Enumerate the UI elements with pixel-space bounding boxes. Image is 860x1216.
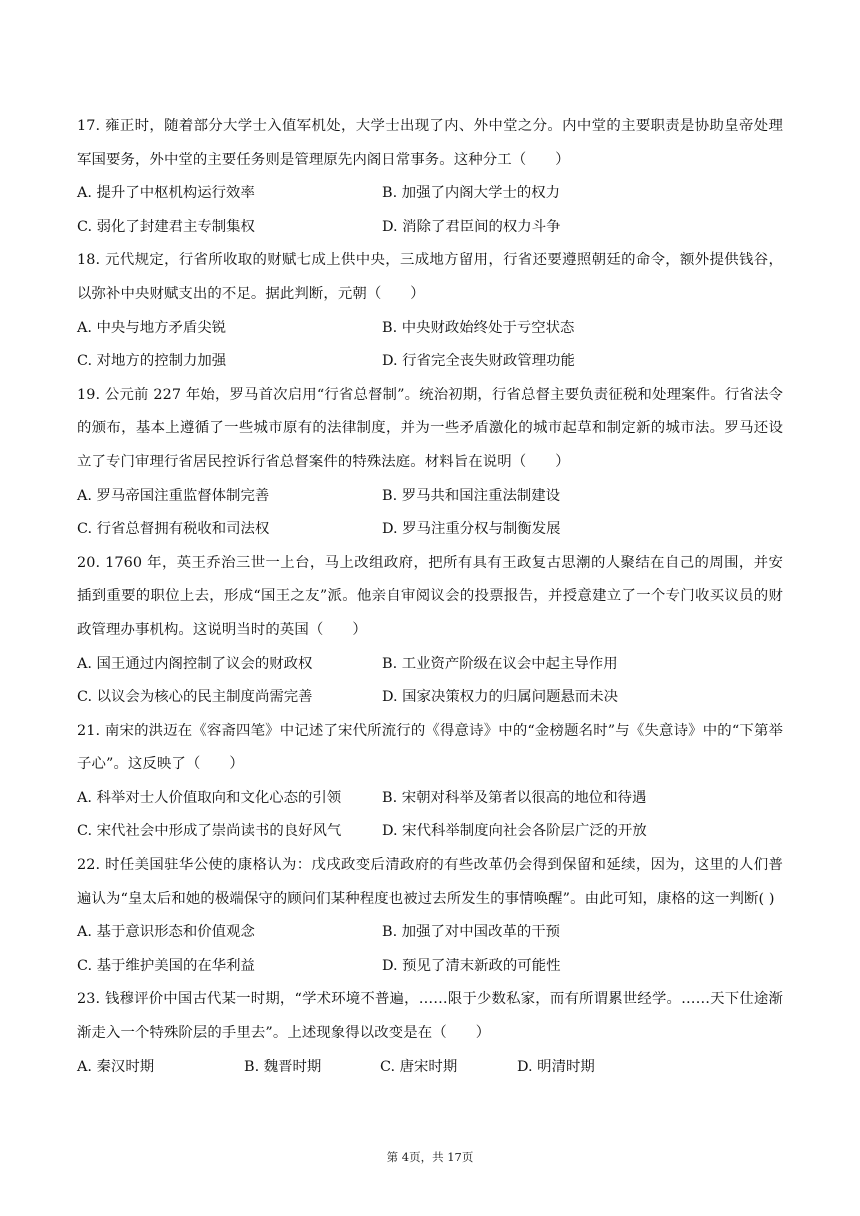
option-a: A. 提升了中枢机构运行效率 [77,185,255,202]
question-23 [77,983,783,1084]
option-d: D. 国家决策权力的归属问题悬而未决 [382,689,619,706]
option-b: B. 工业资产阶级在议会中起主导作用 [382,655,618,672]
options-group [77,782,783,849]
option-a: A. 国王通过内阁控制了议会的财政权 [77,655,313,672]
option-b: B. 加强了对中国改革的干预 [382,924,561,941]
question-stem: 23. 钱穆评价中国古代某一时期，“学术环境不普遍，……限于少数私家，而有所谓累世经学。……天下仕途渐渐走入一个特殊阶层的手里去”。上述现象得以改变是在（ ） [77,991,783,1042]
question-17 [77,110,783,244]
question-20 [77,547,783,715]
question-stem: 20. 1760 年，英王乔治三世一上台，马上改组政府，把所有具有王政复古思潮的人聚结在自己的周围，并安插到重要的职位上去，形成“国王之友”派。他亲自审阅议会的投票报告，并授意建立了一个专门收买议员的财政管理办事机构。这说明当时的英国（ ） [77,554,783,638]
option-c: C. 对地方的控制力加强 [77,353,227,370]
option-c: C. 基于维护美国的在华利益 [77,957,255,974]
question-stem: 17. 雍正时，随着部分大学士入值军机处，大学士出现了内、外中堂之分。内中堂的主要职责是协助皇帝处理军国要务，外中堂的主要任务则是管理原先内阁日常事务。这种分工（ ） [77,118,783,168]
option-a: A. 中央与地方矛盾尖锐 [77,319,227,336]
question-21 [77,715,783,849]
option-c: C. 宋代社会中形成了崇尚读书的良好风气 [77,823,342,840]
options-group [77,1051,783,1085]
option-a: A. 科举对士人价值取向和文化心态的引领 [77,789,342,806]
option-b: B. 加强了内阁大学士的权力 [382,185,561,202]
option-c: C. 行省总督拥有税收和司法权 [77,521,270,538]
option-a: A. 基于意识形态和价值观念 [77,924,255,941]
option-a: A. 罗马帝国注重监督体制完善 [77,487,270,504]
option-d: D. 行省完全丧失财政管理功能 [382,353,575,370]
option-c: C. 唐宋时期 [380,1058,458,1075]
option-d: D. 预见了清末新政的可能性 [382,957,561,974]
question-stem: 21. 南宋的洪迈在《容斋四笔》中记述了宋代所流行的《得意诗》中的“金榜题名时”与《失意诗》中的“下第举子心”。这反映了（ ） [77,722,783,773]
page-number: 第 4页，共 17页 [386,1150,474,1164]
option-a: A. 秦汉时期 [77,1058,155,1075]
options-group [77,916,783,983]
options-group [77,312,783,379]
option-d: D. 消除了君臣间的权力斗争 [382,218,561,235]
options-group [77,480,783,547]
option-b: B. 罗马共和国注重法制建设 [382,487,561,504]
option-b: B. 中央财政始终处于亏空状态 [382,319,575,336]
questions-section [77,110,783,1084]
option-d: D. 宋代科举制度向社会各阶层广泛的开放 [382,823,647,840]
option-b: B. 宋朝对科举及第者以很高的地位和待遇 [382,789,647,806]
option-d: D. 罗马注重分权与制衡发展 [382,521,561,538]
question-18 [77,244,783,378]
question-stem: 22. 时任美国驻华公使的康格认为：戊戌政变后清政府的有些改革仍会得到保留和延续，因为，这里的人们普遍认为“皇太后和她的极端保守的顾问们某种程度也被过去所发生的事情唤醒”。由此可知，康格的这一判断( ) [77,857,783,907]
question-stem: 19. 公元前 227 年始，罗马首次启用“行省总督制”。统治初期，行省总督主要负责征税和处理案件。行省法令的颁布，基本上遵循了一些城市原有的法律制度，并为一些矛盾激化的城市起草和制定新的城市法。罗马还设立了专门审理行省居民控诉行省总督案件的特殊法庭。材料旨在说明（ ） [77,386,783,470]
question-22 [77,849,783,983]
option-c: C. 弱化了封建君主专制集权 [77,218,255,235]
option-c: C. 以议会为核心的民主制度尚需完善 [77,689,313,706]
options-group [77,648,783,715]
option-b: B. 魏晋时期 [244,1058,322,1075]
question-stem: 18. 元代规定，行省所收取的财赋七成上供中央，三成地方留用，行省还要遵照朝廷的命令，额外提供钱谷，以弥补中央财赋支出的不足。据此判断，元朝（ ） [77,252,783,302]
question-19 [77,379,783,547]
options-group [77,177,783,244]
option-d: D. 明清时期 [517,1058,595,1075]
